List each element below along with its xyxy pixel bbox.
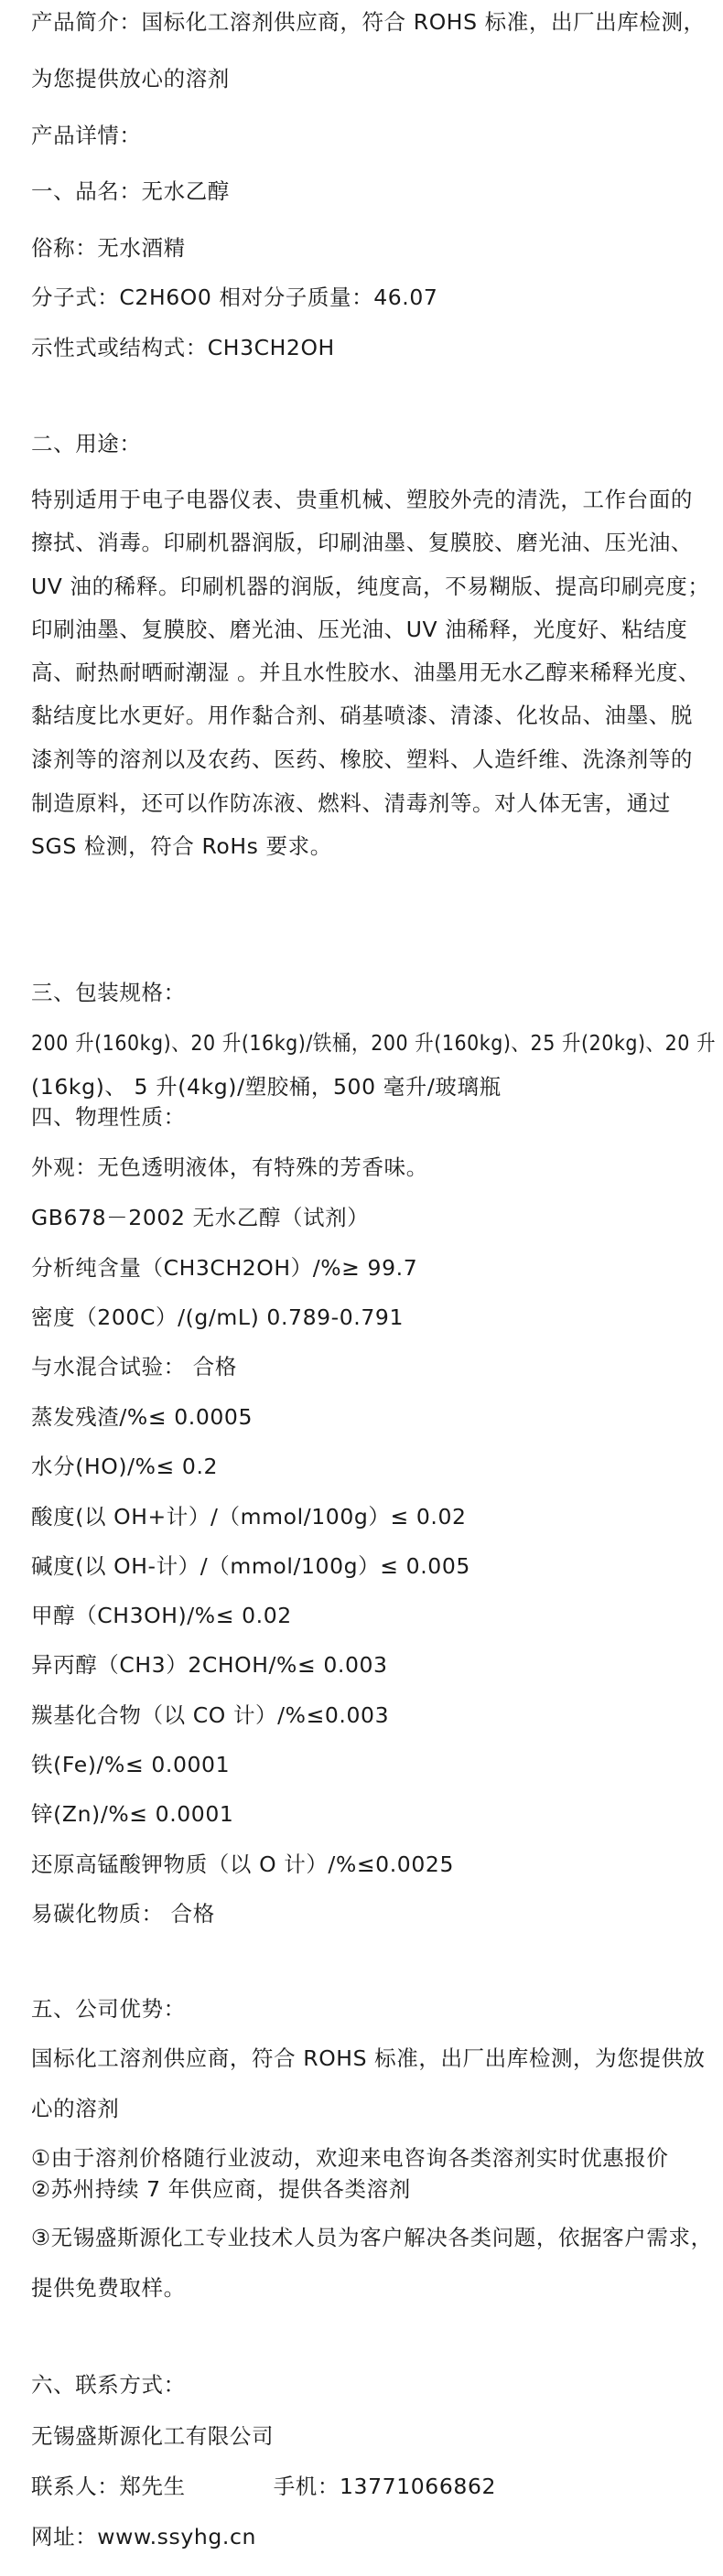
uses-line: 擦拭、消毒。印刷机器润版，印刷油墨、复膜胶、磨光油、压光油、 [31,530,693,555]
property-item: 水分(HO)/%≤ 0.2 [31,1454,219,1479]
property-item: 易碳化物质： 合格 [31,1901,215,1927]
product-name: 一、品名：无水乙醇 [31,178,230,204]
uses-line: 制造原料，还可以作防冻液、燃料、清毒剂等。对人体无害，通过 [31,790,671,816]
website: 网址：www.ssyhg.cn [31,2524,256,2549]
advantages-line: 心的溶剂 [31,2096,120,2121]
property-item: 还原高锰酸钾物质（以 O 计）/%≤0.0025 [31,1852,455,1877]
advantages-line: ③无锡盛斯源化工专业技术人员为客户解决各类问题，依据客户需求， [31,2225,713,2250]
property-item: 羰基化合物（以 CO 计）/%≤0.003 [31,1702,390,1728]
molecular-formula: 分子式：C2H6O0 相对分子质量：46.07 [31,284,438,310]
intro-line-2: 为您提供放心的溶剂 [31,66,230,91]
property-item: 与水混合试验： 合格 [31,1354,237,1379]
uses-line: 漆剂等的溶剂以及农药、医药、橡胶、塑料、人造纤维、洗涤剂等的 [31,746,693,772]
property-item: 密度（200C）/(g/mL) 0.789-0.791 [31,1304,405,1330]
property-item: 异丙醇（CH3）2CHOH/%≤ 0.003 [31,1652,388,1678]
advantages-line: ②苏州持续 7 年供应商，提供各类溶剂 [31,2176,411,2202]
advantages-line: 国标化工溶剂供应商，符合 ROHS 标准，出厂出库检测，为您提供放 [31,2045,706,2071]
appearance: 外观：无色透明液体，有特殊的芳香味。 [31,1154,428,1180]
advantages-heading: 五、公司优势： [31,1996,186,2022]
property-item: 锌(Zn)/%≤ 0.0001 [31,1801,234,1827]
advantages-line: ①由于溶剂价格随行业波动，欢迎来电咨询各类溶剂实时优惠报价 [31,2145,669,2171]
intro-line-1: 产品简介：国标化工溶剂供应商，符合 ROHS 标准，出厂出库检测， [31,9,706,35]
uses-line: 高、耐热耐晒耐潮湿 。并且水性胶水、油墨用无水乙醇来稀释光度、 [31,660,701,685]
property-item: 蒸发残渣/%≤ 0.0005 [31,1404,254,1430]
property-item: 分析纯含量（CH3CH2OH）/%≥ 99.7 [31,1255,418,1281]
company-name: 无锡盛斯源化工有限公司 [31,2423,275,2449]
contact-row [31,2473,496,2500]
structural-formula: 示性式或结构式：CH3CH2OH [31,335,335,360]
uses-line: UV 油的稀释。印刷机器的润版，纯度高，不易糊版、提高印刷亮度； [31,574,710,599]
standard: GB678－2002 无水乙醇（试剂） [31,1205,370,1230]
contact-heading: 六、联系方式： [31,2372,186,2398]
packaging-line: (16kg)、 5 升(4kg)/塑胶桶，500 毫升/玻璃瓶 [31,1074,502,1100]
uses-line: SGS 检测，符合 RoHs 要求。 [31,833,332,859]
contact-person: 联系人：郑先生 [31,2474,186,2499]
uses-line: 印刷油墨、复膜胶、磨光油、压光油、UV 油稀释，光度好、粘结度 [31,617,688,642]
physical-heading: 四、物理性质： [31,1104,186,1130]
uses-line: 特别适用于电子电器仪表、贵重机械、塑胶外壳的清洗，工作台面的 [31,487,693,512]
property-item: 铁(Fe)/%≤ 0.0001 [31,1752,231,1777]
advantages-line: 提供免费取样。 [31,2275,186,2301]
details-label: 产品详情： [31,123,142,148]
property-item: 甲醇（CH3OH)/%≤ 0.02 [31,1603,292,1628]
uses-line: 黏结度比水更好。用作黏合剂、硝基喷漆、清漆、化妆品、油墨、脱 [31,703,693,728]
property-item: 碱度(以 OH-计）/（mmol/100g）≤ 0.005 [31,1553,470,1579]
common-name: 俗称：无水酒精 [31,235,186,261]
contact-phone: 手机：13771066862 [273,2474,497,2499]
uses-heading: 二、用途： [31,431,142,456]
property-item: 酸度(以 OH+计）/（mmol/100g）≤ 0.02 [31,1504,467,1530]
packaging-line: 200 升(160kg)、20 升(16kg)/铁桶，200 升(160kg)、25 升(20kg)、20 升 [31,1030,717,1056]
packaging-heading: 三、包装规格： [31,980,186,1005]
